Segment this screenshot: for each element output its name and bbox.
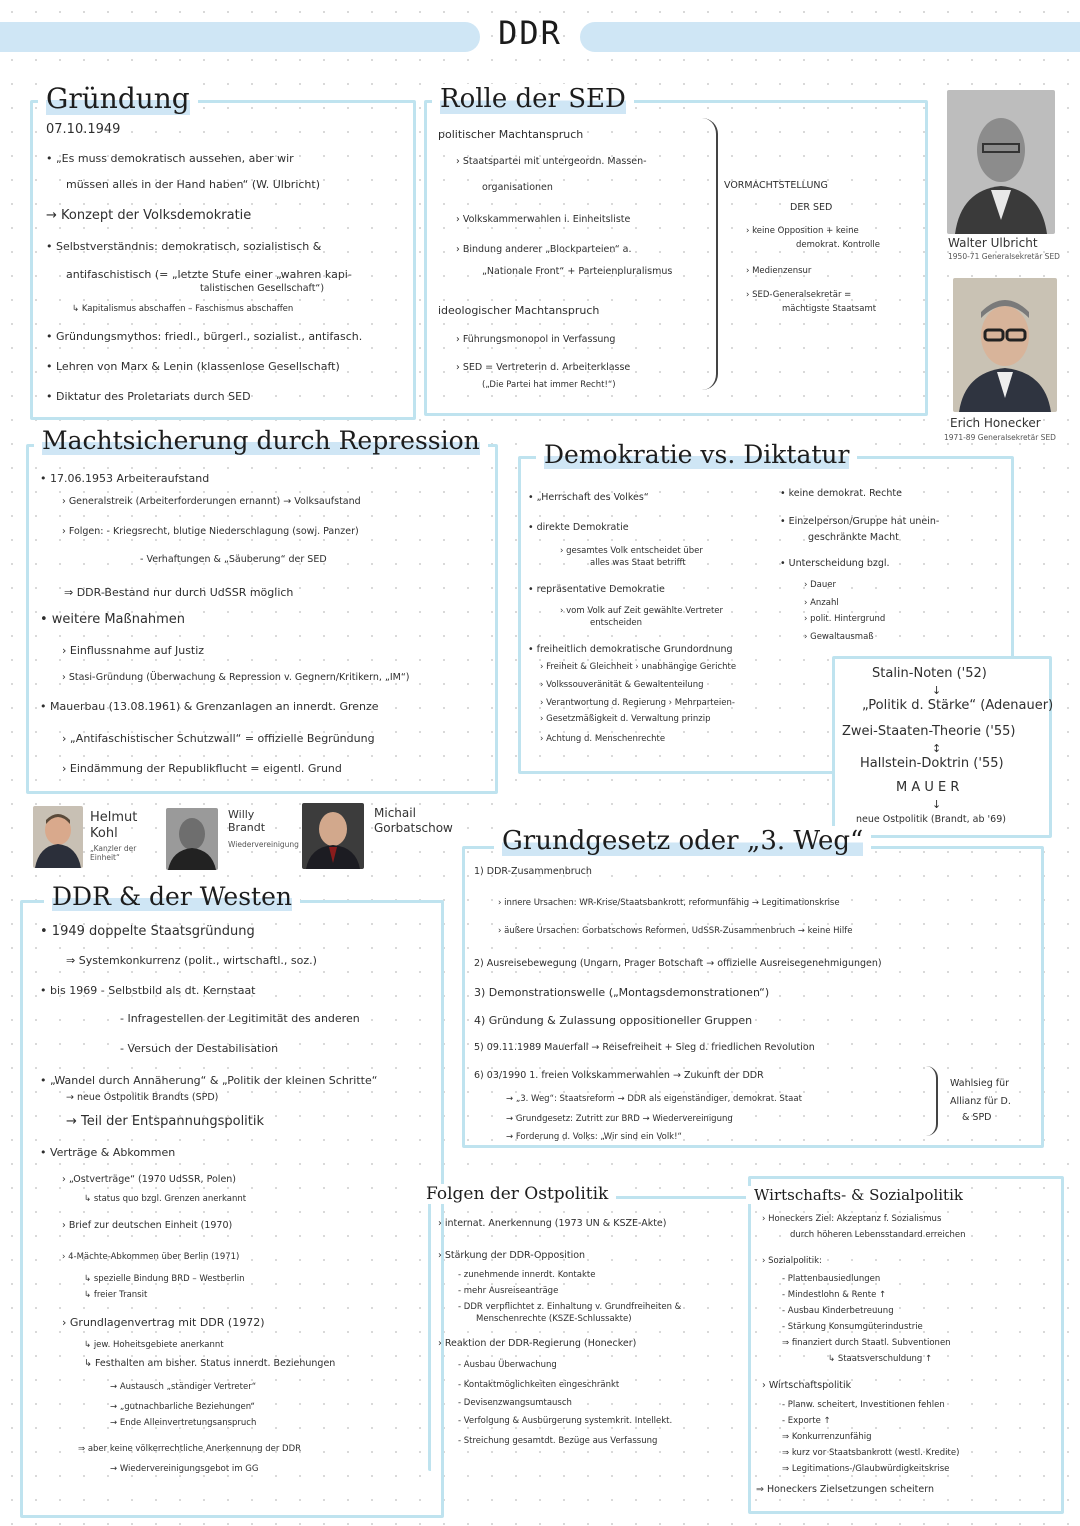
demokratie-left-line: › Gesetzmäßigkeit d. Verwaltung prinzip (540, 714, 711, 724)
ostpolitik-line: - Ausbau Überwachung (458, 1360, 557, 1370)
repression-line: › „Antifaschistischer Schutzwall“ = offizielle Begründung (62, 732, 375, 745)
wirtschaft-line: durch höheren Lebensstandard erreichen (790, 1230, 966, 1240)
ostpolitik-line: - Devisenzwangsumtausch (458, 1398, 572, 1408)
stalin-box (832, 656, 1052, 838)
grundgesetz-heading-text: Grundgesetz oder „3. Weg“ (502, 826, 864, 856)
wirtschaft-line: ⇒ Konkurrenzunfähig (782, 1432, 872, 1442)
grundgesetz-aside-line: & SPD (962, 1112, 992, 1123)
westen-line: › „Ostverträge“ (1970 UdSSR, Polen) (62, 1174, 237, 1185)
demokratie-right-line: › Dauer (804, 580, 836, 590)
wirtschaft-line: › Sozialpolitik: (762, 1256, 822, 1266)
gruendung-line: • Lehren von Marx & Lenin (klassenlose Gesellschaft) (46, 360, 340, 373)
ostpolitik-line: - mehr Ausreiseanträge (458, 1286, 559, 1296)
brandt-subcaption: Wiedervereinigung (228, 840, 299, 849)
sed-brace (702, 118, 718, 390)
stalin-arrow: ↓ (932, 684, 942, 697)
grundgesetz-line: 5) 09.11.1989 Mauerfall → Reisefreiheit + Sieg d. friedlichen Revolution (474, 1042, 815, 1053)
grundgesetz-line: 2) Ausreisebewegung (Ungarn, Prager Botschaft → offizielle Ausreisegenehmigungen) (474, 958, 882, 969)
gruendung-line: müssen alles in der Hand haben“ (W. Ulbricht) (66, 178, 321, 191)
title-banner-left (0, 22, 480, 52)
repression-line: - Verhaftungen & „Säuberung“ der SED (140, 554, 327, 565)
grundgesetz-line: → Grundgesetz: Zutritt zur BRD → Wiedervereinigung (506, 1114, 733, 1124)
sed-heading-text: Rolle der SED (440, 84, 626, 114)
westen-line: ↳ spezielle Bindung BRD – Westberlin (84, 1274, 245, 1284)
demokratie-left-line: › vom Volk auf Zeit gewählte Vertreter (560, 606, 723, 616)
stalin-line: M A U E R (896, 780, 960, 795)
grundgesetz-aside-line: Wahlsieg für (950, 1078, 1010, 1089)
westen-line: • bis 1969 - Selbstbild als dt. Kernstaat (40, 984, 256, 997)
brandt-photo (166, 808, 218, 870)
ostpolitik-line: - zunehmende innerdt. Kontakte (458, 1270, 596, 1280)
stalin-line: neue Ostpolitik (Brandt, ab '69) (856, 814, 1006, 825)
wirtschaft-line: - Mindestlohn & Rente ↑ (782, 1290, 887, 1300)
stalin-arrow: ↓ (932, 798, 942, 811)
westen-line: › Brief zur deutschen Einheit (1970) (62, 1220, 233, 1231)
sed-right-line: VORMACHTSTELLUNG (724, 180, 828, 191)
wirtschaft-heading (746, 1186, 971, 1204)
repression-line: • Mauerbau (13.08.1961) & Grenzanlagen an innerdt. Grenze (40, 700, 379, 713)
wirtschaft-line: - Ausbau Kinderbetreuung (782, 1306, 894, 1316)
repression-line: › Folgen: - Kriegsrecht, blutige Niederschlagung (sowj. Panzer) (62, 526, 359, 537)
demokratie-right-line: › Gewaltausmaß (804, 632, 874, 642)
grundgesetz-line: 4) Gründung & Zulassung oppositioneller Gruppen (474, 1014, 753, 1027)
sed-line: ideologischer Machtanspruch (438, 304, 600, 317)
westen-line: › Grundlagenvertrag mit DDR (1972) (62, 1316, 265, 1329)
honecker-caption: Erich Honecker (950, 416, 1041, 430)
demokratie-left-line: • direkte Demokratie (528, 522, 629, 533)
ostpolitik-line: - Streichung gesamtdt. Bezüge aus Verfassung (458, 1436, 658, 1446)
kohl-caption: Helmut Kohl (90, 810, 138, 841)
wirtschaft-line: - Exporte ↑ (782, 1416, 831, 1426)
ostpolitik-heading-text: Folgen der Ostpolitik (426, 1184, 609, 1204)
demokratie-left-line: › gesamtes Volk entscheidet über (560, 546, 703, 556)
gruendung-line: • „Es muss demokratisch aussehen, aber wir (46, 152, 294, 165)
wirtschaft-line: ⇒ Honeckers Zielsetzungen scheitern (756, 1484, 935, 1495)
title-banner-right (580, 22, 1080, 52)
grundgesetz-line: 1) DDR-Zusammenbruch (474, 866, 592, 877)
grundgesetz-aside-line: Allianz für D. (950, 1096, 1011, 1107)
westen-heading (44, 882, 300, 911)
ostpolitik-line: - Kontaktmöglichkeiten eingeschränkt (458, 1380, 620, 1390)
gruendung-line: • Selbstverständnis: demokratisch, sozialistisch & (46, 240, 322, 253)
westen-line: › 4-Mächte-Abkommen über Berlin (1971) (62, 1252, 240, 1262)
westen-line: • „Wandel durch Annäherung“ & „Politik der kleinen Schritte“ (40, 1074, 378, 1087)
westen-line: ↳ status quo bzgl. Grenzen anerkannt (84, 1194, 247, 1204)
repression-line: › Eindämmung der Republikflucht = eigentl. Grund (62, 762, 342, 775)
demokratie-left-line: › Verantwortung d. Regierung › Mehrparteien- (540, 698, 735, 708)
demokratie-left-line: • repräsentative Demokratie (528, 584, 665, 595)
demokratie-right-line: • Einzelperson/Gruppe hat unein- (780, 516, 940, 527)
demokratie-left-line: • freiheitlich demokratische Grundordnung (528, 644, 733, 655)
wirtschaft-line: ⇒ Legitimations-/Glaubwürdigkeitskrise (782, 1464, 950, 1474)
repression-line: › Stasi-Gründung (Überwachung & Repression v. Gegnern/Kritikern, „IM“) (62, 672, 410, 683)
sed-line: › Führungsmonopol in Verfassung (456, 334, 616, 345)
demokratie-right-line: geschränkte Macht (808, 532, 899, 543)
demokratie-left-line: › Achtung d. Menschenrechte (540, 734, 666, 744)
westen-line: - Versuch der Destabilisation (120, 1042, 279, 1055)
westen-line: ⇒ Systemkonkurrenz (polit., wirtschaftl., soz.) (66, 954, 317, 967)
ostpolitik-line: - Verfolgung & Ausbürgerung systemkrit. Intellekt. (458, 1416, 673, 1426)
stalin-line: „Politik d. Stärke“ (Adenauer) (862, 698, 1054, 713)
honecker-photo (953, 278, 1057, 412)
westen-line: • Verträge & Abkommen (40, 1146, 176, 1159)
demokratie-left-line: › Freiheit & Gleichheit › unabhängige Gerichte (540, 662, 737, 672)
page-title: DDR (498, 14, 562, 52)
westen-line: ↳ jew. Hoheitsgebiete anerkannt (84, 1340, 224, 1350)
demokratie-heading-text: Demokratie vs. Diktatur (544, 440, 850, 469)
sed-line: › Bindung anderer „Blockparteien“ a. (456, 244, 632, 255)
grundgesetz-heading (494, 826, 871, 856)
wirtschaft-line: - Planw. scheitert, Investitionen fehlen (782, 1400, 945, 1410)
westen-line: → neue Ostpolitik Brandts (SPD) (66, 1092, 219, 1103)
westen-line: → „gutnachbarliche Beziehungen“ (110, 1402, 255, 1412)
wirtschaft-line: - Stärkung Konsumgüterindustrie (782, 1322, 923, 1332)
ostpolitik-heading (418, 1184, 616, 1204)
grundgesetz-line: › innere Ursachen: WR-Krise/Staatsbankrott, reformunfähig → Legitimationskrise (498, 898, 840, 908)
sed-line: › SED = Vertreterin d. Arbeiterklasse (456, 362, 631, 373)
demokratie-right-line: › polit. Hintergrund (804, 614, 886, 624)
ulbricht-caption: Walter Ulbricht (948, 236, 1038, 250)
westen-line: → Ende Alleinvertretungsanspruch (110, 1418, 257, 1428)
gruendung-line: talistischen Gesellschaft“) (200, 283, 325, 294)
repression-heading-text: Machtsicherung durch Repression (42, 426, 480, 455)
demokratie-left-line: alles was Staat betrifft (590, 558, 686, 568)
repression-line: › Generalstreik (Arbeiterforderungen ernannt) → Volksaufstand (62, 496, 361, 507)
ostpolitik-line: Menschenrechte (KSZE-Schlussakte) (476, 1314, 632, 1324)
wirtschaft-line: ⇒ kurz vor Staatsbankrott (westl. Kredite) (782, 1448, 960, 1458)
demokratie-right-line: • keine demokrat. Rechte (780, 488, 902, 499)
ulbricht-subcaption: 1950-71 Generalsekretär SED (948, 252, 1060, 261)
wirtschaft-heading-text: Wirtschafts- & Sozialpolitik (754, 1186, 963, 1204)
gorbatschow-caption: Michail Gorbatschow (374, 806, 453, 835)
westen-line: - Infragestellen der Legitimität des anderen (120, 1012, 360, 1025)
grundgesetz-line: → „3. Weg“: Staatsreform → DDR als eigenständiger, demokrat. Staat (506, 1094, 802, 1104)
gruendung-line: ↳ Kapitalismus abschaffen – Faschismus abschaffen (72, 304, 294, 314)
repression-line: ⇒ DDR-Bestand nur durch UdSSR möglich (64, 586, 294, 599)
sed-right-line: › SED-Generalsekretär = (746, 290, 852, 300)
stalin-arrow: ↕ (932, 742, 942, 755)
demokratie-left-line: • „Herrschaft des Volkes“ (528, 492, 649, 503)
ostpolitik-line: › internat. Anerkennung (1973 UN & KSZE-Akte) (438, 1218, 667, 1229)
westen-line: ↳ freier Transit (84, 1290, 148, 1300)
sed-line: „Nationale Front“ + Parteienpluralismus (482, 266, 673, 277)
westen-line: → Austausch „ständiger Vertreter“ (110, 1382, 257, 1392)
gruendung-heading-text: Gründung (46, 82, 190, 115)
sed-line: („Die Partei hat immer Recht!“) (482, 380, 616, 390)
repression-heading (34, 426, 488, 455)
wirtschaft-line: ↳ Staatsverschuldung ↑ (828, 1354, 933, 1364)
demokratie-right-line: • Unterscheidung bzgl. (780, 558, 890, 569)
gruendung-line: → Konzept der Volksdemokratie (46, 208, 252, 223)
grundgesetz-line: › äußere Ursachen: Gorbatschows Reformen, UdSSR-Zusammenbruch → keine Hilfe (498, 926, 853, 936)
grundgesetz-line: → Forderung d. Volks: „Wir sind ein Volk!“ (506, 1132, 682, 1142)
gruendung-line: • Gründungsmythos: friedl., bürgerl., sozialist., antifasch. (46, 330, 363, 343)
gruendung-line: 07.10.1949 (46, 122, 121, 137)
sed-right-line: demokrat. Kontrolle (796, 240, 880, 250)
stalin-line: Stalin-Noten ('52) (872, 666, 987, 681)
kohl-subcaption: „Kanzler der Einheit“ (90, 844, 137, 862)
wirtschaft-line: ⇒ finanziert durch Staatl. Subventionen (782, 1338, 951, 1348)
ostpolitik-box (428, 1196, 749, 1471)
westen-line: → Teil der Entspannungspolitik (66, 1114, 265, 1129)
demokratie-left-line: › Volkssouveränität & Gewaltenteilung (540, 680, 704, 690)
sed-line: › Volkskammerwahlen i. Einheitsliste (456, 214, 631, 225)
repression-line: › Einflussnahme auf Justiz (62, 644, 205, 657)
sed-heading (432, 84, 634, 114)
repression-line: • 17.06.1953 Arbeiteraufstand (40, 472, 210, 485)
ostpolitik-line: - DDR verpflichtet z. Einhaltung v. Grundfreiheiten & (458, 1302, 682, 1312)
westen-heading-text: DDR & der Westen (52, 882, 292, 911)
wirtschaft-line: › Honeckers Ziel: Akzeptanz f. Sozialismus (762, 1214, 942, 1224)
sed-right-line: mächtigste Staatsamt (782, 304, 877, 314)
honecker-subcaption: 1971-89 Generalsekretär SED (944, 433, 1056, 442)
sed-line: › Staatspartei mit untergeordn. Massen- (456, 156, 647, 167)
wirtschaft-line: - Plattenbausiedlungen (782, 1274, 881, 1284)
grundgesetz-brace (926, 1066, 938, 1136)
ostpolitik-line: › Stärkung der DDR-Opposition (438, 1250, 586, 1261)
sed-right-line: › Medienzensur (746, 266, 812, 276)
sed-right-line: › keine Opposition + keine (746, 226, 859, 236)
westen-line: ⇒ aber keine völkerrechtliche Anerkennung der DDR (78, 1444, 302, 1454)
demokratie-left-line: entscheiden (590, 618, 643, 628)
demokratie-heading (536, 440, 857, 469)
demokratie-right-line: › Anzahl (804, 598, 839, 608)
westen-line: → Wiedervereinigungsgebot im GG (110, 1464, 259, 1474)
gruendung-line: antifaschistisch (= „letzte Stufe einer „wahren kapi- (66, 268, 352, 281)
westen-line: • 1949 doppelte Staatsgründung (40, 924, 255, 939)
gruendung-line: • Diktatur des Proletariats durch SED (46, 390, 251, 403)
sed-line: politischer Machtanspruch (438, 128, 584, 141)
gruendung-heading (38, 82, 198, 115)
stalin-line: Hallstein-Doktrin ('55) (860, 756, 1004, 771)
wirtschaft-line: › Wirtschaftspolitik (762, 1380, 852, 1391)
sed-line: organisationen (482, 182, 553, 193)
grundgesetz-line: 3) Demonstrationswelle („Montagsdemonstrationen“) (474, 986, 770, 999)
sed-right-line: DER SED (790, 202, 833, 213)
kohl-photo (33, 806, 83, 868)
ostpolitik-line: › Reaktion der DDR-Regierung (Honecker) (438, 1338, 637, 1349)
stalin-line: Zwei-Staaten-Theorie ('55) (842, 724, 1016, 739)
brandt-caption: Willy Brandt (228, 808, 266, 835)
gorbatschow-photo (302, 803, 364, 869)
ulbricht-photo (947, 90, 1055, 234)
westen-line: ↳ Festhalten am bisher. Status innerdt. Beziehungen (84, 1358, 336, 1369)
grundgesetz-line: 6) 03/1990 1. freien Volkskammerwahlen → Zukunft der DDR (474, 1070, 764, 1081)
repression-line: • weitere Maßnahmen (40, 612, 186, 627)
